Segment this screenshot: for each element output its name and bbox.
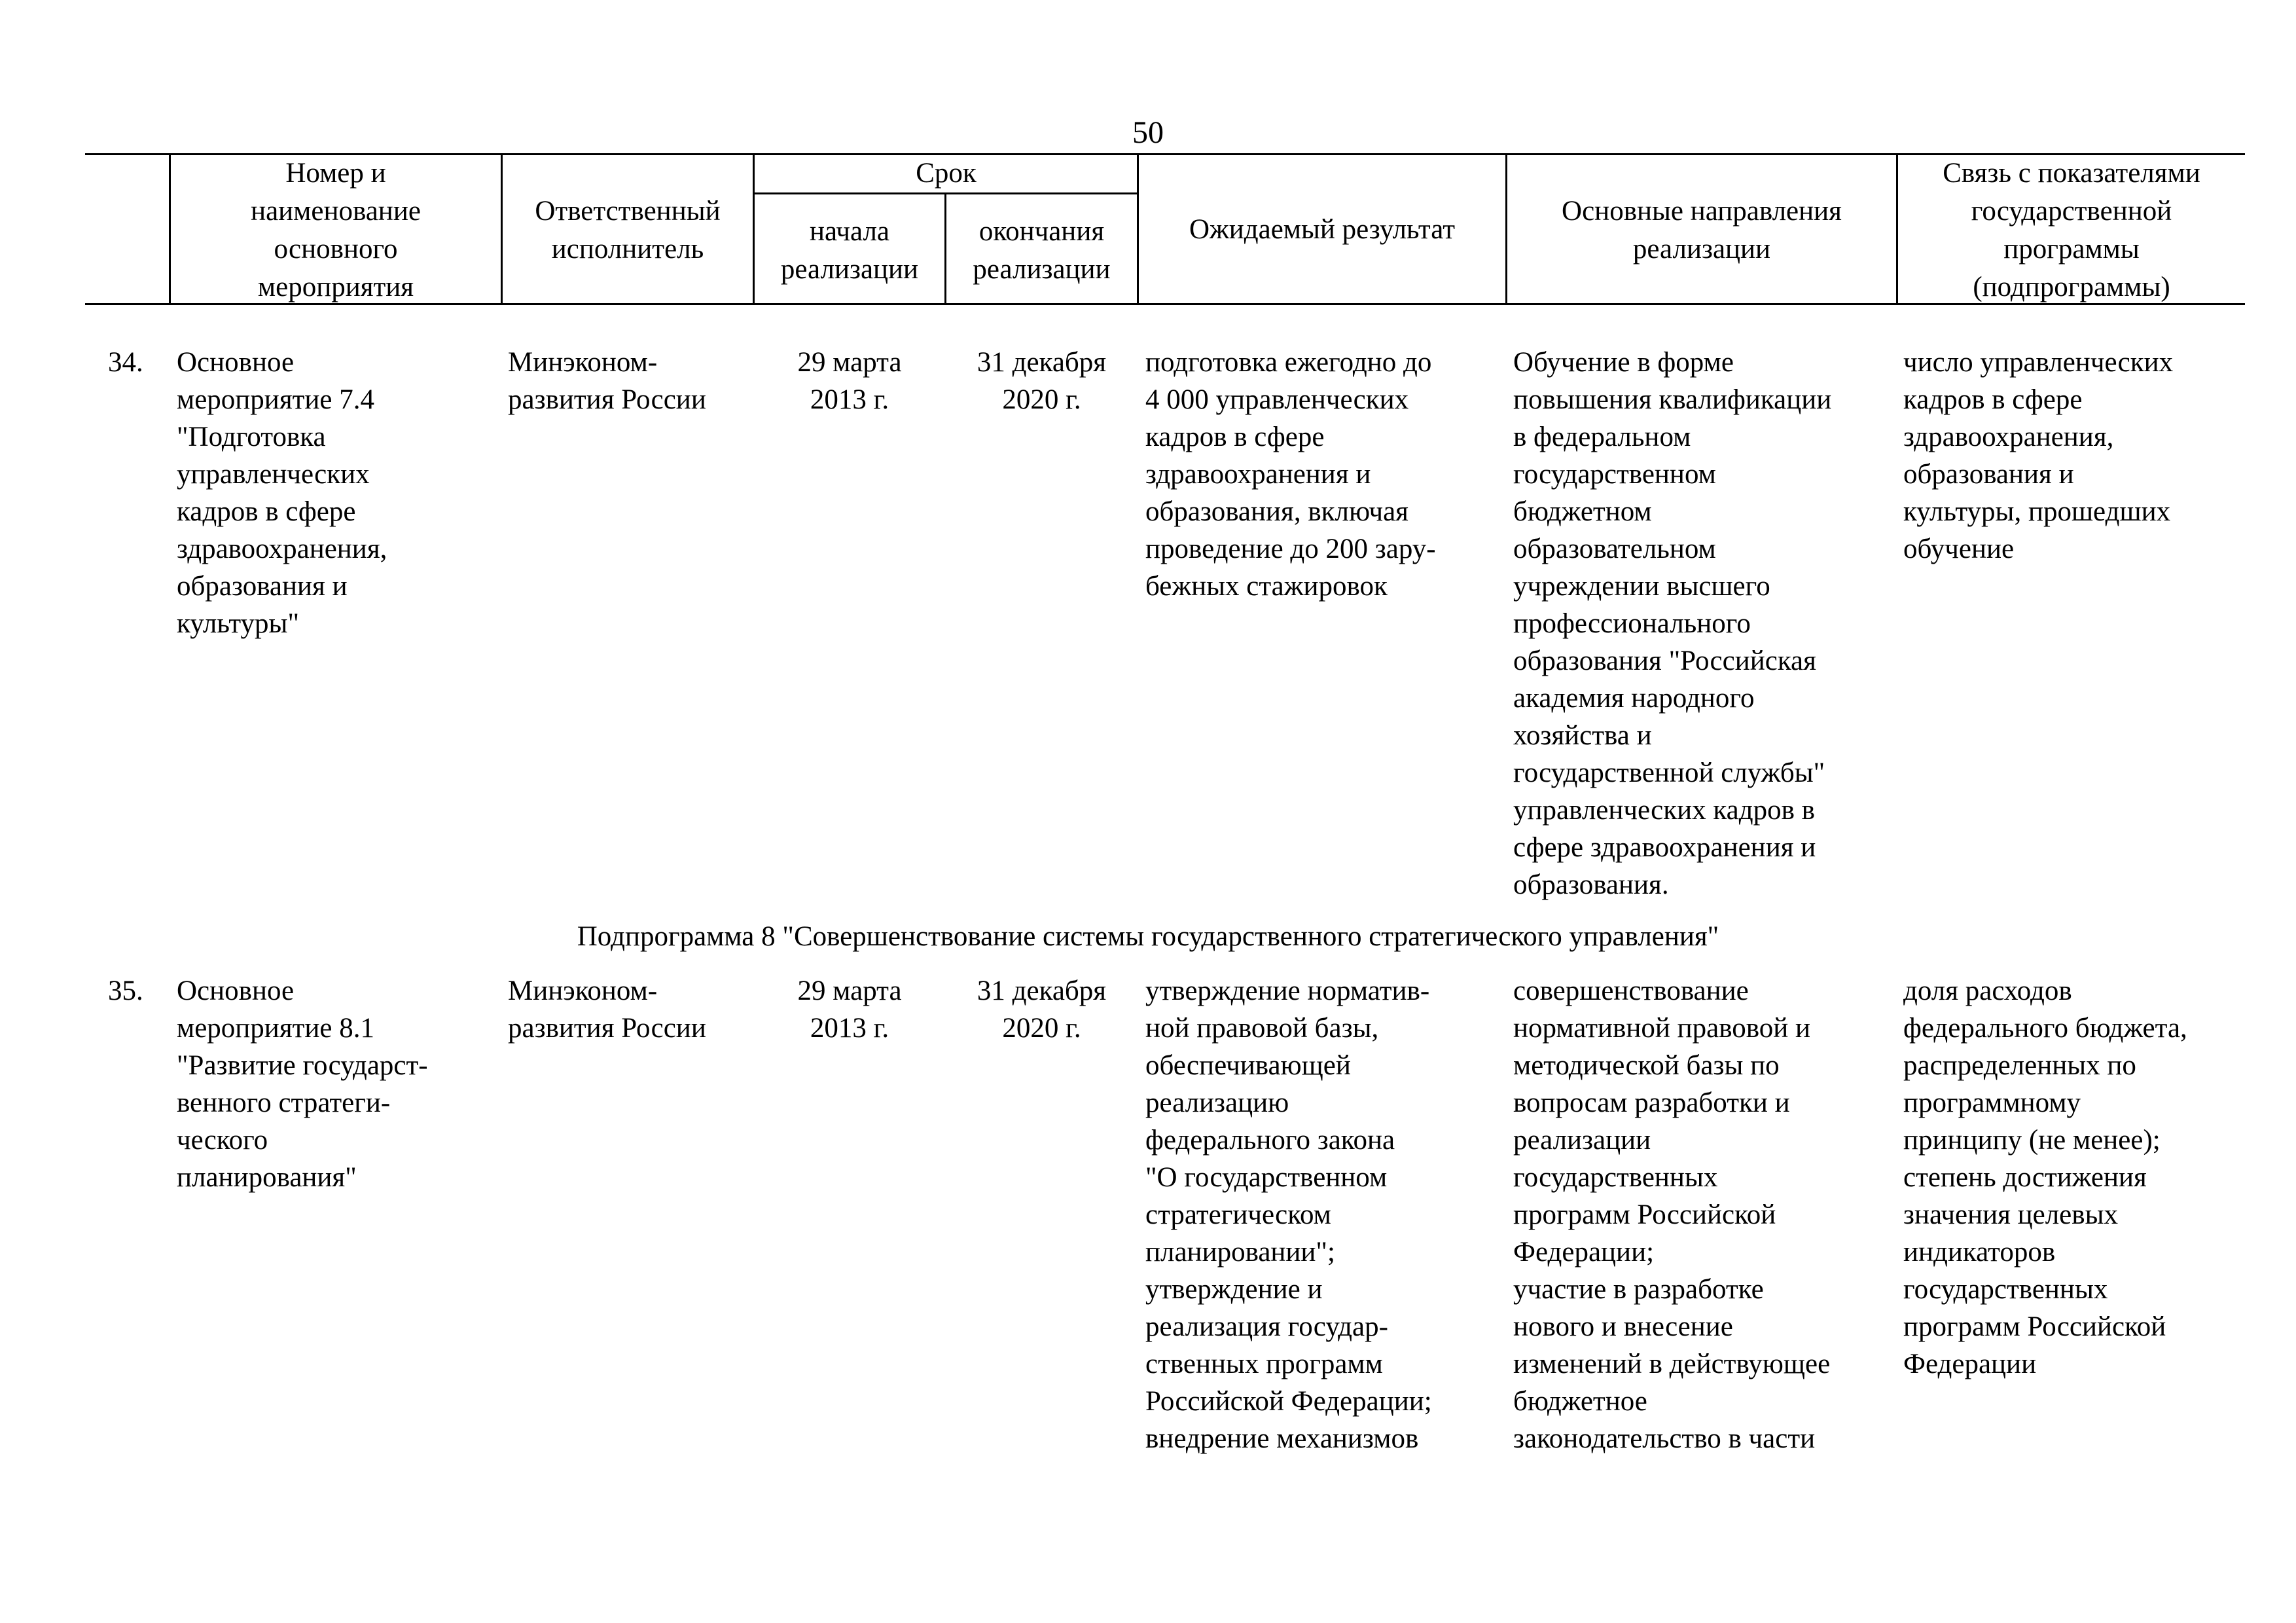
row-result-line: "О государственном	[1145, 1162, 1388, 1193]
row-result-line: 4 000 управленческих	[1145, 384, 1409, 415]
header-col-link-line: Связь с показателями	[1943, 158, 2200, 189]
row-end-date	[946, 972, 1137, 1047]
row-link-line: доля расходов	[1903, 976, 2072, 1006]
subprogram-title: Подпрограмма 8 "Совершенствование системы государственного стратегического управления"	[577, 921, 1719, 952]
row-end-date-line: 31 декабря	[977, 976, 1107, 1006]
row-link-line: программному	[1903, 1087, 2081, 1118]
row-directions-line: хозяйства и	[1513, 720, 1652, 751]
row-directions-line: законодательство в части	[1513, 1423, 1816, 1454]
row-directions-line: повышения квалификации	[1513, 384, 1832, 415]
page-number: 50	[1132, 115, 1164, 150]
row-result-line: стратегическом	[1145, 1199, 1331, 1230]
header-col-executor-line: исполнитель	[551, 234, 704, 264]
row-directions-line: реализации	[1513, 1125, 1651, 1156]
row-link-line: культуры, прошедших	[1903, 496, 2171, 527]
header-col-name-line: наименование	[251, 196, 421, 227]
row-end-date-line: 31 декабря	[977, 347, 1107, 378]
row-start-date-line: 2013 г.	[810, 384, 889, 415]
row-name-line: ческого	[177, 1125, 268, 1156]
row-directions-line: управленческих кадров в	[1513, 795, 1815, 826]
row-end-date-line: 2020 г.	[1002, 1013, 1081, 1044]
row-name-line: Основное	[177, 976, 295, 1006]
header-col-end	[946, 213, 1137, 289]
row-name-line: венного стратеги-	[177, 1087, 391, 1118]
row-directions-line: бюджетное	[1513, 1386, 1647, 1417]
row-directions	[1513, 972, 1830, 1457]
row-result-line: кадров в сфере	[1145, 422, 1325, 452]
row-result-line: здравоохранения и	[1145, 459, 1371, 490]
row-start-date	[755, 344, 944, 418]
row-end-date-line: 2020 г.	[1002, 384, 1081, 415]
row-link-line: федерального бюджета,	[1903, 1013, 2187, 1044]
row-name-line: кадров в сфере	[177, 496, 356, 527]
row-link	[1903, 972, 2187, 1383]
row-directions-line: государственных	[1513, 1162, 1718, 1193]
header-col-link-line: государственной	[1971, 196, 2172, 227]
row-name-line: культуры"	[177, 608, 299, 639]
row-result-line: Российской Федерации;	[1145, 1386, 1432, 1417]
row-result-line: планировании";	[1145, 1237, 1335, 1267]
row-directions-line: вопросам разработки и	[1513, 1087, 1790, 1118]
row-link-line: распределенных по	[1903, 1050, 2136, 1081]
row-directions-line: изменений в действующее	[1513, 1349, 1831, 1379]
row-directions-line: нового и внесение	[1513, 1311, 1733, 1342]
row-result-line: бежных стажировок	[1145, 571, 1388, 602]
header-col-link-line: программы	[2003, 234, 2140, 264]
row-directions-line: в федеральном	[1513, 422, 1691, 452]
row-result-line: подготовка ежегодно до	[1145, 347, 1432, 378]
row-directions-line: участие в разработке	[1513, 1274, 1764, 1305]
row-number: 35.	[108, 976, 143, 1006]
row-result-line: образования, включая	[1145, 496, 1408, 527]
row-directions-line: профессионального	[1513, 608, 1751, 639]
row-link-line: кадров в сфере	[1903, 384, 2083, 415]
row-result-line: реализацию	[1145, 1087, 1289, 1118]
header-col-directions-line: Основные направления	[1562, 196, 1842, 227]
header-col-link	[1898, 155, 2245, 306]
row-start-date-line: 29 марта	[797, 976, 902, 1006]
header-col-name-line: основного	[274, 234, 398, 264]
row-result-line: внедрение механизмов	[1145, 1423, 1419, 1454]
row-directions-line: сфере здравоохранения и	[1513, 832, 1816, 863]
row-result	[1145, 344, 1436, 605]
row-directions-line: Федерации;	[1513, 1237, 1655, 1267]
row-link-line: степень достижения	[1903, 1162, 2147, 1193]
row-directions-line: методической базы по	[1513, 1050, 1780, 1081]
row-directions-line: образовательном	[1513, 534, 1716, 564]
row-directions-line: государственном	[1513, 459, 1716, 490]
row-executor-line: развития России	[508, 1013, 706, 1044]
row-name-line: "Подготовка	[177, 422, 326, 452]
row-link-line: значения целевых	[1903, 1199, 2118, 1230]
row-start-date-line: 29 марта	[797, 347, 902, 378]
row-name-line: мероприятие 7.4	[177, 384, 374, 415]
row-directions-line: образования.	[1513, 869, 1669, 900]
row-name-line: здравоохранения,	[177, 534, 387, 564]
row-executor-line: Минэконом-	[508, 347, 658, 378]
row-name-line: планирования"	[177, 1162, 357, 1193]
row-name-line: образования и	[177, 571, 348, 602]
row-name-line: Основное	[177, 347, 295, 378]
header-col-directions-line: реализации	[1632, 234, 1771, 264]
row-result-line: ной правовой базы,	[1145, 1013, 1379, 1044]
header-col-start-line: реализации	[780, 254, 919, 285]
row-directions	[1513, 344, 1831, 903]
row-name	[177, 344, 387, 642]
row-number: 34.	[108, 347, 143, 378]
header-col-end-line: реализации	[973, 254, 1111, 285]
row-executor-line: развития России	[508, 384, 706, 415]
header-col-executor-line: Ответственный	[535, 196, 721, 227]
row-name	[177, 972, 428, 1196]
row-result-line: утверждение норматив-	[1145, 976, 1430, 1006]
row-directions-line: совершенствование	[1513, 976, 1749, 1006]
row-link-line: государственных	[1903, 1274, 2108, 1305]
row-directions-line: государственной службы"	[1513, 757, 1825, 788]
header-col-name-line: Номер и	[285, 158, 386, 189]
header-col-executor	[503, 192, 753, 268]
row-link-line: обучение	[1903, 534, 2015, 564]
row-directions-line: учреждении высшего	[1513, 571, 1770, 602]
row-link-line: образования и	[1903, 459, 2074, 490]
row-result-line: реализация государ-	[1145, 1311, 1388, 1342]
row-link-line: число управленческих	[1903, 347, 2174, 378]
header-col-link-line: (подпрограммы)	[1973, 272, 2170, 302]
row-result-line: ственных программ	[1145, 1349, 1383, 1379]
row-end-date	[946, 344, 1137, 418]
header-col-end-line: окончания	[978, 216, 1105, 247]
row-result-line: проведение до 200 зару-	[1145, 534, 1436, 564]
header-col-term: Срок	[916, 158, 977, 189]
row-directions-line: Обучение в форме	[1513, 347, 1734, 378]
header-col-name	[171, 155, 501, 306]
row-link-line: здравоохранения,	[1903, 422, 2114, 452]
row-result	[1145, 972, 1432, 1457]
header-col-directions	[1507, 192, 1896, 268]
header-col-name-line: мероприятия	[257, 272, 414, 302]
row-link-line: индикаторов	[1903, 1237, 2056, 1267]
row-executor	[508, 344, 706, 418]
row-directions-line: академия народного	[1513, 683, 1755, 714]
header-col-result: Ожидаемый результат	[1189, 214, 1455, 245]
row-result-line: федерального закона	[1145, 1125, 1395, 1156]
row-directions-line: образования "Российская	[1513, 646, 1816, 676]
header-col-start	[755, 213, 944, 289]
row-link-line: принципу (не менее);	[1903, 1125, 2161, 1156]
row-directions-line: бюджетном	[1513, 496, 1652, 527]
row-directions-line: нормативной правовой и	[1513, 1013, 1811, 1044]
row-name-line: управленческих	[177, 459, 370, 490]
row-executor	[508, 972, 706, 1047]
row-start-date	[755, 972, 944, 1047]
row-start-date-line: 2013 г.	[810, 1013, 889, 1044]
row-link-line: Федерации	[1903, 1349, 2037, 1379]
row-directions-line: программ Российской	[1513, 1199, 1776, 1230]
row-executor-line: Минэконом-	[508, 976, 658, 1006]
header-col-start-line: начала	[809, 216, 889, 247]
row-result-line: утверждение и	[1145, 1274, 1323, 1305]
row-name-line: "Развитие государст-	[177, 1050, 428, 1081]
row-name-line: мероприятие 8.1	[177, 1013, 374, 1044]
row-link	[1903, 344, 2173, 568]
row-result-line: обеспечивающей	[1145, 1050, 1351, 1081]
row-link-line: программ Российской	[1903, 1311, 2166, 1342]
